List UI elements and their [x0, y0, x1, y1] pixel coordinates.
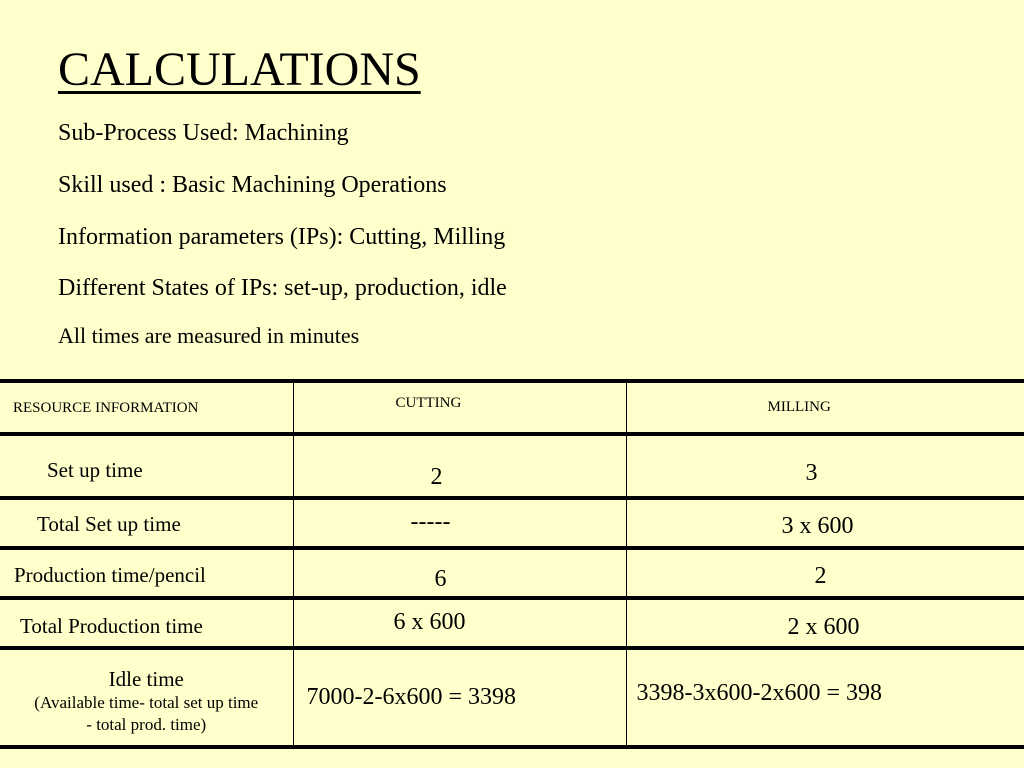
milling-value-cell: [626, 548, 1024, 598]
calculation-table: [0, 379, 1024, 749]
row-label-total-set-up-time: Total Set up time: [37, 512, 181, 536]
milling-set-up-time: 3: [805, 460, 818, 486]
info-sub-process: Sub-Process Used: Machining: [58, 120, 349, 146]
cutting-value-cell: [293, 498, 626, 548]
info-skill-used: Skill used : Basic Machining Operations: [58, 172, 447, 198]
header-cutting: CUTTING: [395, 395, 462, 411]
row-label-cell: [0, 498, 293, 548]
header-resource-information: RESOURCE INFORMATION: [13, 400, 199, 416]
row-label-cell: [0, 648, 293, 747]
cutting-value-cell: [293, 434, 626, 498]
page-title: CALCULATIONS: [58, 43, 421, 96]
milling-value-cell: [626, 648, 1024, 747]
idle-time-formula-note-line-1: (Available time- total set up time: [34, 693, 259, 712]
row-label-idle-time: Idle time: [108, 667, 184, 691]
header-milling: MILLING: [767, 399, 831, 415]
table-row: [0, 648, 1024, 747]
cutting-value-cell: [293, 648, 626, 747]
table-row: [0, 548, 1024, 598]
milling-value-cell: [626, 434, 1024, 498]
milling-value-cell: [626, 598, 1024, 648]
cutting-total-set-up-time: -----: [410, 509, 451, 535]
info-time-units: All times are measured in minutes: [58, 323, 360, 348]
table-row: [0, 498, 1024, 548]
milling-total-production-time: 2 x 600: [787, 614, 860, 640]
cutting-production-time: 6: [434, 566, 447, 592]
idle-time-formula-note-line-2: - total prod. time): [86, 715, 207, 734]
table-row: [0, 598, 1024, 648]
cutting-set-up-time: 2: [430, 464, 443, 490]
info-parameters: Information parameters (IPs): Cutting, Milling: [58, 224, 506, 250]
milling-total-set-up-time: 3 x 600: [781, 513, 854, 539]
header-cell-resource: [0, 381, 293, 434]
milling-idle-time: 3398-3x600-2x600 = 398: [636, 680, 883, 706]
row-label-total-production-time: Total Production time: [20, 614, 203, 638]
info-states: Different States of IPs: set-up, production, idle: [58, 275, 507, 301]
cutting-value-cell: [293, 548, 626, 598]
idle-time-label-group: [0, 666, 293, 736]
table-header-row: [0, 381, 1024, 434]
header-cell-cutting: [293, 381, 626, 434]
row-label-set-up-time: Set up time: [47, 458, 143, 482]
cutting-idle-time: 7000-2-6x600 = 3398: [306, 684, 517, 710]
row-label-cell: [0, 434, 293, 498]
row-label-cell: [0, 548, 293, 598]
header-cell-milling: [626, 381, 1024, 434]
milling-value-cell: [626, 498, 1024, 548]
row-label-production-time-per-pencil: Production time/pencil: [14, 563, 206, 587]
row-label-cell: [0, 598, 293, 648]
cutting-total-production-time: 6 x 600: [393, 609, 466, 635]
table-row: [0, 434, 1024, 498]
cutting-value-cell: [293, 598, 626, 648]
milling-production-time: 2: [814, 563, 827, 589]
